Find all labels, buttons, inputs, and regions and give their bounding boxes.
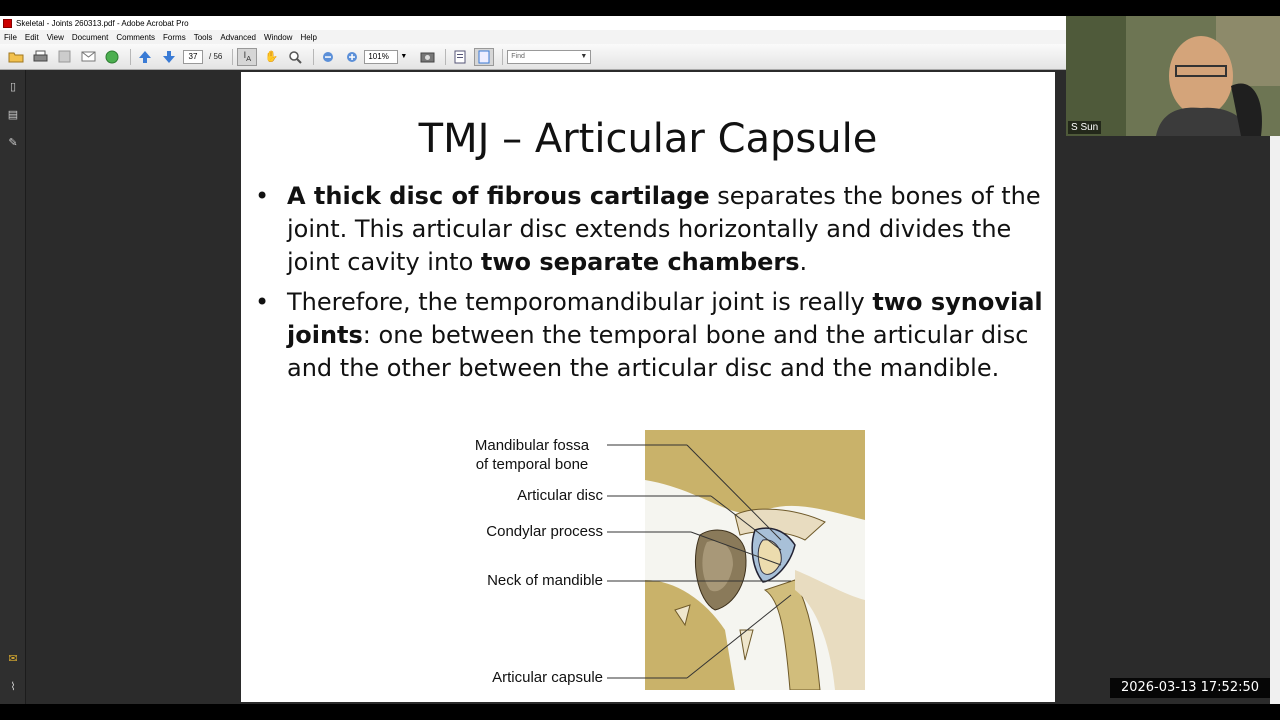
toolbar-separator [130, 49, 131, 65]
comments-panel-icon[interactable]: ✉ [8, 653, 18, 665]
bullet-text: Therefore, the temporomandibular joint is really [287, 288, 873, 316]
bullet-item [255, 286, 1045, 385]
menu-help[interactable]: Help [300, 32, 317, 42]
toolbar-separator [502, 49, 503, 65]
previous-page-icon[interactable] [135, 48, 155, 66]
toolbar-separator [313, 49, 314, 65]
menu-edit[interactable]: Edit [24, 32, 39, 42]
toolbar [0, 44, 1066, 70]
bold-text: two synovial joints [287, 288, 1043, 349]
figure-label-fossa-line2: of temporal bone [475, 456, 589, 473]
pdf-page [241, 72, 1055, 702]
chevron-down-icon[interactable]: ▼ [400, 53, 408, 60]
bullet-item [255, 180, 1045, 279]
navigation-panel [0, 70, 26, 704]
leader-lines [461, 430, 871, 700]
chevron-down-icon[interactable]: ▼ [580, 52, 588, 60]
right-panel [1066, 136, 1280, 704]
figure-label-disc: Articular disc [517, 487, 603, 504]
signatures-panel-icon[interactable]: ✎ [8, 137, 18, 149]
bullet-text: separates the bones of the joint. This articular disc extends horizontally and divides the joint cavity into [287, 182, 1041, 276]
collaborate-icon[interactable] [102, 48, 122, 66]
bold-text: two separate chambers [480, 248, 800, 276]
find-input[interactable] [507, 50, 591, 64]
timestamp: 2026-03-13 17:52:50 [1110, 678, 1270, 698]
page-number-input[interactable]: 37 [183, 50, 203, 64]
menu-document[interactable]: Document [71, 32, 109, 42]
zoom-tool-icon[interactable] [285, 48, 305, 66]
pages-panel-icon[interactable]: ▯ [9, 81, 17, 93]
fit-width-icon[interactable] [474, 48, 494, 66]
email-icon[interactable] [78, 48, 98, 66]
tmj-figure [461, 430, 871, 700]
bullet-dot: • [255, 288, 270, 316]
bullet-dot: • [255, 182, 270, 210]
page-total: / 56 [209, 52, 223, 61]
webcam-video [1066, 16, 1280, 136]
toolbar-separator [232, 49, 233, 65]
bold-text: A thick disc of fibrous cartilage [287, 182, 710, 210]
find-placeholder: Find [511, 52, 525, 60]
bullet-text: . [799, 248, 808, 276]
next-page-icon[interactable] [159, 48, 179, 66]
save-icon[interactable] [54, 48, 74, 66]
menu-advanced[interactable]: Advanced [220, 32, 256, 42]
bottom-black-bar [0, 704, 1280, 720]
menu-view[interactable]: View [46, 32, 64, 42]
fit-page-icon[interactable] [450, 48, 470, 66]
zoom-in-icon[interactable] [342, 48, 362, 66]
menu-window[interactable]: Window [264, 32, 293, 42]
menu-forms[interactable]: Forms [163, 32, 186, 42]
participant-name: S Sun [1068, 121, 1101, 134]
hand-tool-icon[interactable]: ✋ [264, 51, 279, 63]
figure-label-capsule: Articular capsule [492, 669, 603, 686]
menu-bar [0, 30, 1066, 44]
title-bar [0, 16, 1066, 30]
scrollbar[interactable] [1270, 136, 1280, 704]
select-text-icon[interactable]: $I_A$ [237, 48, 257, 66]
snapshot-icon[interactable] [417, 48, 437, 66]
zoom-out-icon[interactable] [318, 48, 338, 66]
attachments-panel-icon[interactable]: ⌇ [10, 681, 16, 693]
toolbar-separator [445, 49, 446, 65]
figure-label-condylar: Condylar process [486, 523, 603, 540]
acrobat-window [0, 16, 1066, 704]
slide-title: TMJ – Articular Capsule [418, 116, 878, 162]
print-icon[interactable] [30, 48, 50, 66]
window-title: Skeletal - Joints 260313.pdf - Adobe Acrobat Pro [16, 18, 189, 28]
bullet-list [255, 180, 1045, 392]
bookmarks-panel-icon[interactable]: ▤ [7, 109, 19, 121]
open-folder-icon[interactable] [6, 48, 26, 66]
zoom-select[interactable]: 101% [364, 50, 398, 64]
pdf-icon [3, 19, 12, 28]
top-black-bar [0, 0, 1280, 16]
figure-label-neck: Neck of mandible [487, 572, 603, 589]
figure-label-fossa-line1: Mandibular fossa [474, 437, 590, 454]
menu-file[interactable]: File [4, 32, 17, 42]
bullet-text: : one between the temporal bone and the articular disc and the other between the articular disc and the mandible. [287, 321, 1029, 382]
menu-tools[interactable]: Tools [193, 32, 213, 42]
document-area[interactable] [26, 70, 1066, 704]
menu-comments[interactable]: Comments [116, 32, 156, 42]
